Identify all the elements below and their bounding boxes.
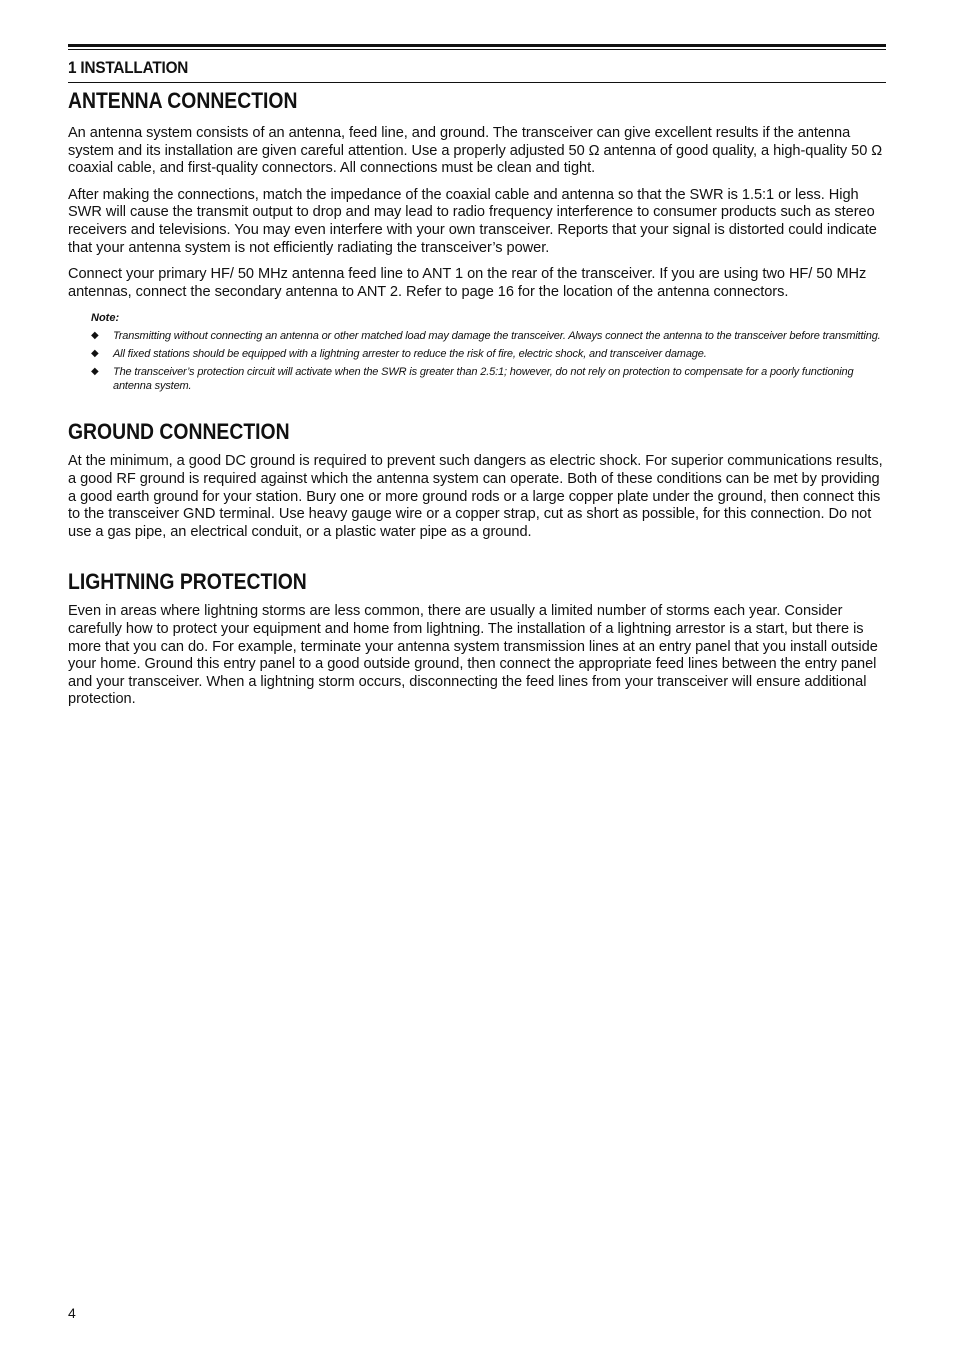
chapter-rule	[68, 82, 886, 83]
note-text: Transmitting without connecting an antenna or other matched load may damage the transceiver. Always connect the antenna to the transceiver before transmitting.	[113, 330, 881, 343]
antenna-connection-title: ANTENNA CONNECTION	[68, 88, 298, 113]
ground-connection-section	[68, 419, 886, 541]
diamond-bullet-icon: ◆	[91, 366, 99, 378]
header-rule-thick	[68, 44, 886, 47]
note-item	[91, 365, 886, 393]
antenna-paragraph-2: After making the connections, match the impedance of the coaxial cable and antenna so that the SWR is 1.5:1 or less. High SWR will cause the transmit output to drop and may lead to radio frequency interference to consumer products such as stereo receivers and televisions. You may even interfere with your own transceiver. Reports that your signal is distorted could indicate that your antenna system is not efficiently radiating the transceiver’s power.	[68, 186, 877, 256]
note-text: All fixed stations should be equipped with a lightning arrester to reduce the risk of fire, electric shock, and transceiver damage.	[113, 348, 707, 361]
ground-paragraph: At the minimum, a good DC ground is required to prevent such dangers as electric shock. For superior communications results, a good RF ground is required against which the antenna system can operate. Both of these conditions can be met by providing a good earth ground for your station. Bury one or more ground rods or a large copper plate under the ground, then connect this to the transceiver GND terminal. Use heavy gauge wire or a copper strap, cut as short as possible, for this connection. Do not use a gas pipe, an electrical conduit, or a plastic water pipe as a ground.	[68, 453, 883, 540]
antenna-connection-section	[68, 88, 886, 393]
diamond-bullet-icon: ◆	[91, 348, 99, 360]
antenna-paragraph-1: An antenna system consists of an antenna, feed line, and ground. The transceiver can give excellent results if the antenna system and its installation are given careful attention. Use a properly adjusted 50 Ω antenna of good quality, a high-quality 50 Ω coaxial cable, and first-quality connectors. All connections must be clean and tight.	[68, 125, 883, 177]
lightning-paragraph: Even in areas where lightning storms are less common, there are usually a limited number of storms each year. Consider carefully how to protect your equipment and home from lightning. The installation of a lightning arrestor is a start, but there is more that you can do. For example, terminate your antenna system transmission lines at an entry panel that you install outside your home. Ground this entry panel to a good outside ground, then connect the appropriate feed lines between the entry panel and your transceiver. When a lightning storm occurs, disconnecting the feed lines from your transceiver will ensure additional protection.	[68, 603, 878, 708]
diamond-bullet-icon: ◆	[91, 330, 99, 342]
lightning-protection-section	[68, 569, 886, 709]
lightning-protection-title: LIGHTNING PROTECTION	[68, 569, 307, 595]
page-number: 4	[68, 1305, 76, 1321]
note-label: Note:	[91, 312, 120, 325]
note-block	[91, 311, 886, 393]
chapter-heading: 1 INSTALLATION	[68, 58, 189, 77]
ground-connection-title: GROUND CONNECTION	[68, 419, 290, 445]
note-text: The transceiver’s protection circuit will activate when the SWR is greater than 2.5:1; however, do not rely on protection to compensate for a poorly functioning antenna system.	[113, 366, 854, 393]
note-list	[91, 329, 886, 393]
note-item	[91, 329, 886, 343]
antenna-paragraph-3: Connect your primary HF/ 50 MHz antenna feed line to ANT 1 on the rear of the transceiver. If you are using two HF/ 50 MHz antennas, connect the secondary antenna to ANT 2. Refer to page 16 for the location of the antenna connectors.	[68, 266, 867, 300]
document-page	[68, 44, 886, 709]
header-rule-thin	[68, 49, 886, 50]
note-item	[91, 347, 886, 361]
